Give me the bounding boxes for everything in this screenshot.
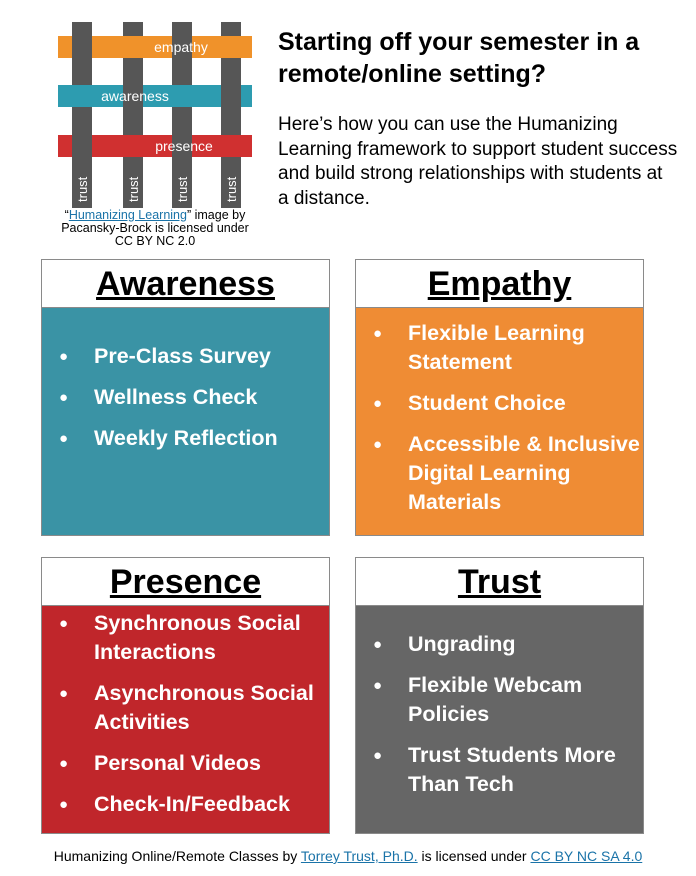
author-link[interactable]: Torrey Trust, Ph.D. bbox=[300, 848, 418, 864]
list-item: ● Personal Videos bbox=[42, 749, 329, 778]
intro-text: Here’s how you can use the Humanizing Learning framework to support student success and build strong relationships with students at a distance. bbox=[278, 114, 678, 209]
image-caption: “Humanizing Learning” image by Pacansky-Brock is licensed under CC BY NC 2.0 bbox=[61, 208, 249, 248]
card-title: Empathy bbox=[427, 265, 572, 303]
list-item: ● Flexible Learning Statement bbox=[356, 319, 643, 377]
list-item: ● Flexible Webcam Policies bbox=[356, 671, 643, 729]
list-item: ● Weekly Reflection bbox=[42, 424, 329, 453]
list-item: ● Check-In/Feedback bbox=[42, 790, 329, 819]
trust-label-2: trust bbox=[126, 176, 141, 202]
list-item: ● Ungrading bbox=[356, 630, 643, 659]
empathy-card bbox=[355, 259, 644, 536]
card-header bbox=[42, 558, 329, 606]
list-item: ● Wellness Check bbox=[42, 383, 329, 412]
card-list bbox=[42, 308, 329, 453]
presence-card bbox=[41, 557, 330, 834]
awareness-card bbox=[41, 259, 330, 536]
card-title: Presence bbox=[109, 563, 262, 601]
trust-label-1: trust bbox=[75, 176, 90, 202]
license-link[interactable]: CC BY NC SA 4.0 bbox=[530, 848, 643, 864]
card-header bbox=[356, 260, 643, 308]
card-list bbox=[356, 606, 643, 799]
list-item: ● Asynchronous Social Activities bbox=[42, 679, 329, 737]
list-item: ● Trust Students More Than Tech bbox=[356, 741, 643, 799]
license-footer: Humanizing Online/Remote Classes by Torrey Trust, Ph.D. is licensed under CC BY NC SA 4.0 bbox=[53, 848, 643, 864]
trust-label-4: trust bbox=[224, 176, 239, 202]
trust-label-3: trust bbox=[175, 176, 190, 202]
empathy-label: empathy bbox=[154, 39, 208, 55]
list-item: ● Synchronous Social Interactions bbox=[42, 609, 329, 667]
presence-label: presence bbox=[155, 138, 213, 154]
card-header bbox=[42, 260, 329, 308]
awareness-label: awareness bbox=[101, 88, 169, 104]
list-item: ● Accessible & Inclusive Digital Learning Materials bbox=[356, 430, 643, 517]
page-title: Starting off your semester in a remote/online setting? bbox=[278, 28, 640, 88]
trust-card bbox=[355, 557, 644, 834]
card-header bbox=[356, 558, 643, 606]
card-list bbox=[356, 308, 643, 517]
card-title: Trust bbox=[457, 563, 542, 601]
humanizing-learning-logo bbox=[50, 20, 260, 210]
card-title: Awareness bbox=[96, 265, 275, 303]
card-list bbox=[42, 606, 329, 819]
list-item: ● Student Choice bbox=[356, 389, 643, 418]
list-item: ● Pre-Class Survey bbox=[42, 342, 329, 371]
humanizing-learning-link[interactable]: Humanizing Learning bbox=[68, 208, 187, 222]
